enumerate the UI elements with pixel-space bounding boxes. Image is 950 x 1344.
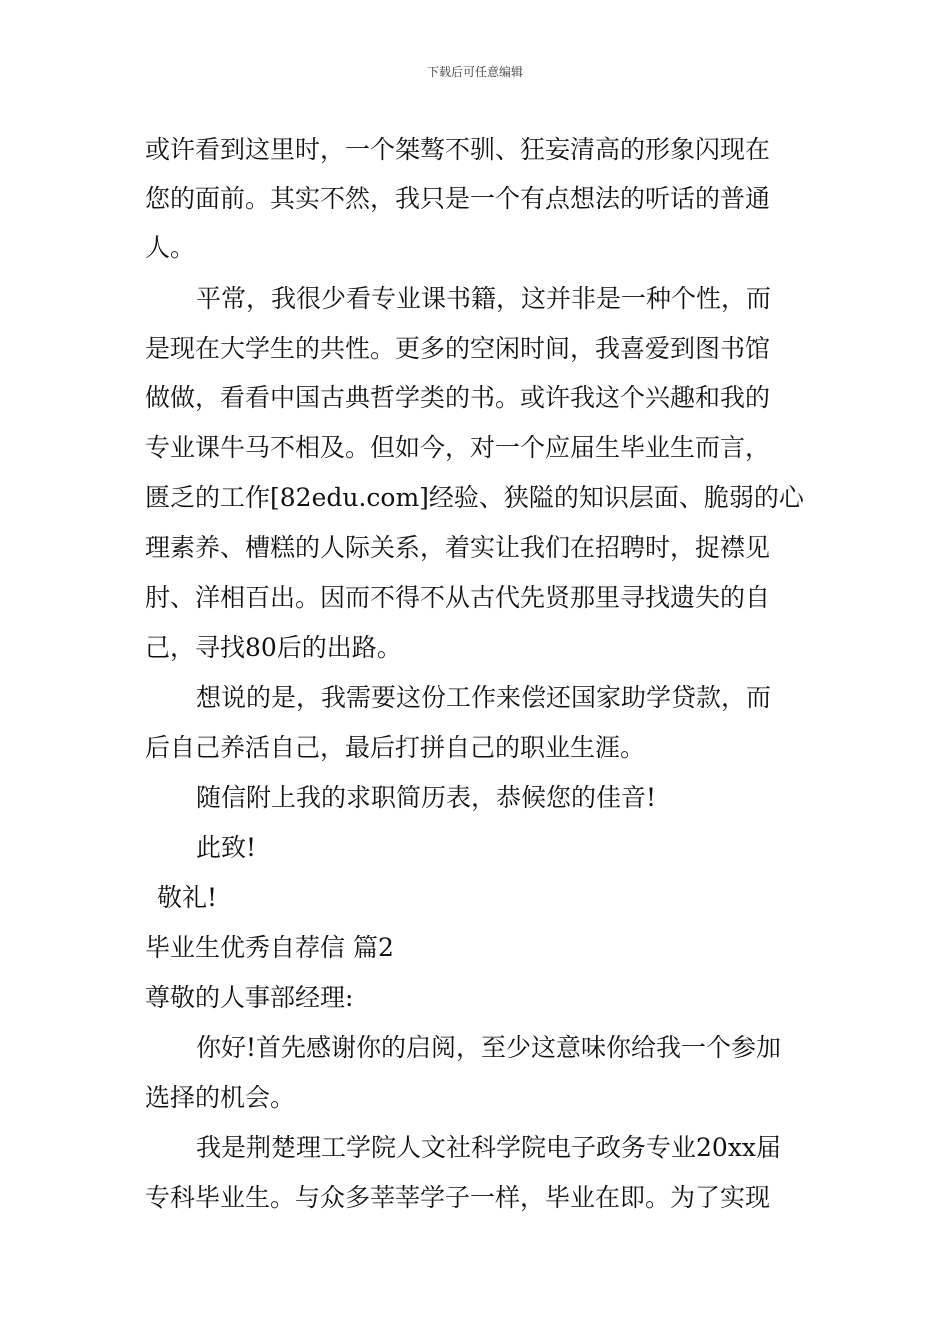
body-text-line: 人。 [145, 233, 196, 262]
body-text-line: 己，寻找80后的出路。 [145, 633, 402, 662]
body-text-line: 平常，我很少看专业课书籍，这并非是一种个性，而 [196, 284, 772, 313]
body-text-line: 我是荆楚理工学院人文社科学院电子政务专业20xx届 [196, 1133, 782, 1162]
body-text-line: 匮乏的工作[82edu.com]经验、狭隘的知识层面、脆弱的心 [145, 483, 804, 512]
body-text-line: 是现在大学生的共性。更多的空闲时间，我喜爱到图书馆 [145, 334, 771, 363]
body-text-line: 理素养、槽糕的人际关系，着实让我们在招聘时，捉襟见 [145, 533, 771, 562]
body-text-line: 选择的机会。 [145, 1083, 296, 1112]
body-text-line: 做做，看看中国古典哲学类的书。或许我这个兴趣和我的 [145, 383, 771, 412]
body-text-line: 随信附上我的求职简历表，恭候您的佳音! [196, 783, 657, 812]
body-text-line: 想说的是，我需要这份工作来偿还国家助学贷款，而 [196, 683, 772, 712]
body-text-line: 肘、洋相百出。因而不得不从古代先贤那里寻找遗失的自 [145, 583, 771, 612]
body-text-line: 您的面前。其实不然，我只是一个有点想法的听话的普通 [145, 184, 771, 213]
body-text-line: 专科毕业生。与众多莘莘学子一样，毕业在即。为了实现 [145, 1183, 771, 1212]
closing-line: 此致! [196, 833, 257, 862]
body-text-line: 或许看到这里时，一个桀骜不驯、狂妄清高的形象闪现在 [145, 135, 771, 164]
body-text-line: 专业课牛马不相及。但如今，对一个应届生毕业生而言， [145, 433, 771, 462]
body-text-line: 你好!首先感谢你的启阅，至少这意味你给我一个参加 [196, 1033, 782, 1062]
page-header-note: 下载后可任意编辑 [426, 65, 523, 79]
salutation: 尊敬的人事部经理: [145, 983, 354, 1012]
body-text-line: 后自己养活自己，最后打拼自己的职业生涯。 [145, 733, 646, 762]
closing-line: 敬礼! [157, 883, 218, 912]
section-title: 毕业生优秀自荐信 篇2 [145, 933, 394, 962]
